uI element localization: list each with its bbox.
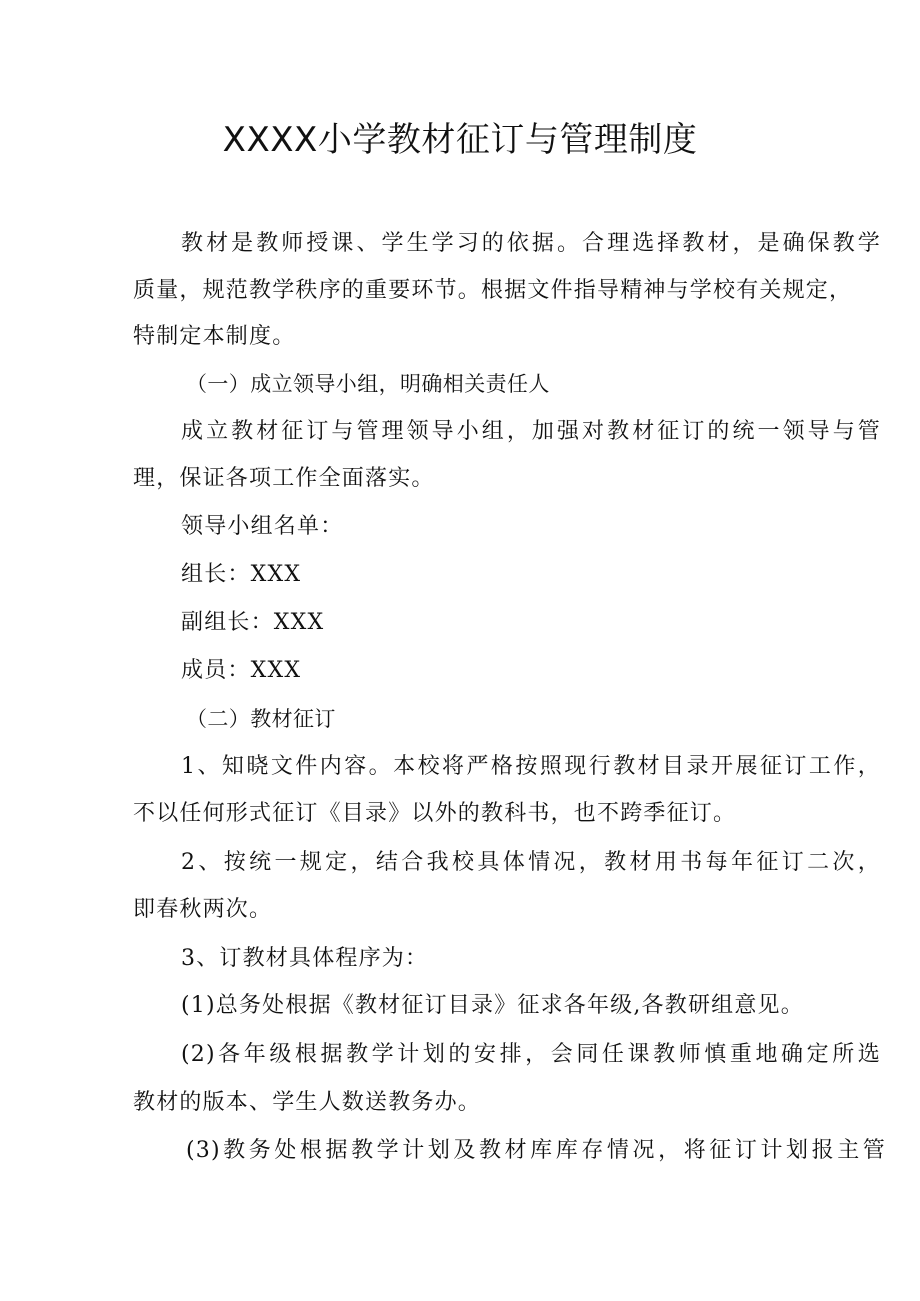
section-heading-1: （一）成立领导小组，明确相关责任人 [186, 372, 550, 396]
paragraph-intro-line-2: 质量，规范教学秩序的重要环节。根据文件指导精神与学校有关规定， [133, 278, 853, 303]
item-2-line-2: 即春秋两次。 [133, 897, 273, 922]
paragraph-group-line-2: 理，保证各项工作全面落实。 [133, 466, 435, 491]
document-title: XXXX小学教材征订与管理制度 [222, 120, 698, 160]
paragraph-intro-line-3: 特制定本制度。 [133, 324, 296, 349]
member-leader: 组长：XXX [181, 562, 302, 587]
paragraph-intro-line-1: 教材是教师授课、学生学习的依据。合理选择教材，是确保教学 [181, 231, 881, 256]
step-1-line-1: (1)总务处根据《教材征订目录》征求各年级,各教研组意见。 [181, 993, 804, 1018]
member-list-label: 领导小组名单： [181, 514, 344, 539]
paragraph-group-line-1: 成立教材征订与管理领导小组，加强对教材征订的统一领导与管 [181, 419, 881, 444]
item-2-line-1: 2、按统一规定，结合我校具体情况，教材用书每年征订二次， [181, 850, 881, 875]
member-members: 成员：XXX [181, 658, 302, 683]
step-2-line-2: 教材的版本、学生人数送教务办。 [133, 1090, 482, 1115]
member-deputy-leader: 副组长：XXX [181, 610, 325, 635]
item-3-heading: 3、订教材具体程序为： [181, 946, 429, 971]
item-1-line-2: 不以任何形式征订《目录》以外的教科书，也不跨季征订。 [133, 801, 737, 826]
step-3-line-1: (3)教务处根据教学计划及教材库库存情况，将征订计划报主管 [186, 1138, 886, 1163]
section-heading-2: （二）教材征订 [186, 707, 336, 731]
item-1-line-1: 1、知晓文件内容。本校将严格按照现行教材目录开展征订工作， [181, 754, 881, 779]
step-2-line-1: (2)各年级根据教学计划的安排，会同任课教师慎重地确定所选 [181, 1042, 881, 1067]
